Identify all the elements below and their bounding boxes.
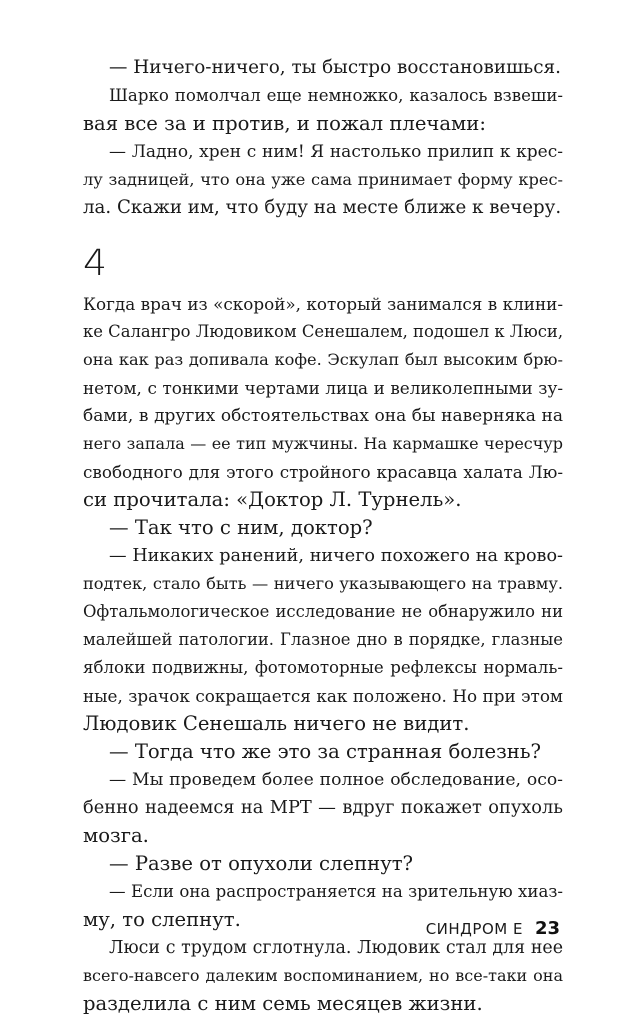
text-line: Людовик Сенешаль ничего не видит. — [83, 712, 470, 735]
text-line: ке Салангро Людовиком Сенешалем, подошел к Люси, — [83, 322, 564, 341]
text-line: ные, зрачок сокращается как положено. Но при этом — [83, 686, 563, 706]
text-line: Шарко помолчал еще немножко, казалось взвеши- — [109, 86, 563, 105]
text-line: свободного для этого стройного красавца халата Лю- — [83, 462, 563, 482]
text-line: лу задницей, что она уже сама принимает форму крес- — [83, 170, 563, 189]
chapter-number: 4 — [83, 243, 108, 284]
text-line: ла. Скажи им, что буду на месте ближе к вечеру. — [83, 197, 562, 218]
page-number: 23 — [534, 918, 560, 939]
text-line: — Ладно, хрен с ним! Я настолько прилип к крес- — [109, 142, 563, 162]
text-line: нетом, с тонкими чертами лица и великолепными зу- — [83, 378, 563, 398]
text-line: всего-навсего далеким воспоминанием, но все-таки она — [83, 966, 563, 985]
text-line: Люси с трудом сглотнула. Людовик стал для нее — [109, 938, 563, 958]
text-line: она как раз допивала кофе. Эскулап был высоким брю- — [83, 350, 563, 369]
text-line: — Ничего-ничего, ты быстро восстановишься. — [109, 57, 561, 78]
text-line: Офтальмологическое исследование не обнаружило ни — [83, 602, 563, 621]
text-line: му, то слепнут. — [83, 908, 241, 931]
text-line: малейшей патологии. Глазное дно в порядке, глазные — [83, 630, 563, 649]
text-line: си прочитала: «Доктор Л. Турнель». — [83, 488, 462, 511]
text-line: — Если она распространяется на зрительную хиаз- — [109, 882, 563, 901]
text-line: подтек, стало быть — ничего указывающего на травму. — [83, 574, 563, 593]
running-title: СИНДРОМ Е — [425, 920, 523, 938]
text-line: бами, в других обстоятельствах она бы наверняка на — [83, 406, 563, 426]
text-line: — Мы проведем более полное обследование, осо- — [109, 770, 563, 790]
page-footer — [426, 918, 560, 938]
text-line: него запала — ее тип мужчины. На кармашке чересчур — [83, 434, 563, 453]
text-line: мозга. — [83, 824, 149, 847]
text-line: — Никаких ранений, ничего похожего на крово- — [109, 546, 563, 566]
text-line: Когда врач из «скорой», который занимался в клини- — [83, 294, 563, 314]
text-line: — Так что с ним, доктор? — [109, 516, 373, 539]
text-line: — Тогда что же это за странная болезнь? — [109, 740, 542, 763]
text-line: — Разве от опухоли слепнут? — [109, 852, 414, 875]
text-line: вая все за и против, и пожал плечами: — [83, 112, 486, 135]
text-line: яблоки подвижны, фотомоторные рефлексы нормаль- — [83, 658, 563, 677]
text-line: разделила с ним семь месяцев жизни. — [83, 992, 483, 1015]
text-line: бенно надеемся на МРТ — вдруг покажет опухоль — [83, 797, 563, 818]
